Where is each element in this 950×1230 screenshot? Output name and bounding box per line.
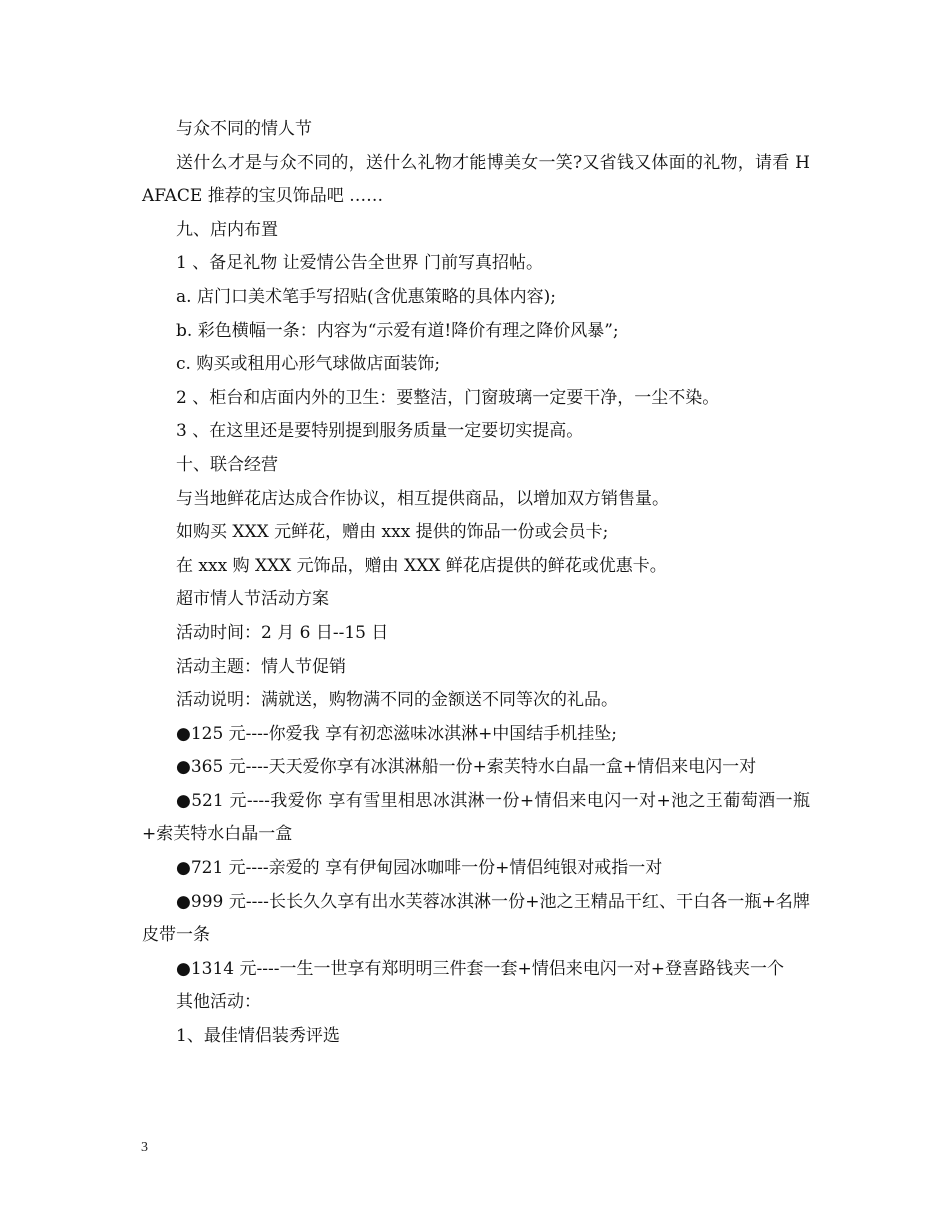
section-heading: 九、店内布置 xyxy=(176,219,278,240)
paragraph: 2 、柜台和店面内外的卫生：要整洁，门窗玻璃一定要干净，一尘不染。 xyxy=(176,387,720,408)
paragraph: 3 、在这里还是要特别提到服务质量一定要切实提高。 xyxy=(176,421,584,442)
list-item: ●125 元----你爱我 享有初恋滋味冰淇淋+中国结手机挂坠; xyxy=(176,723,618,744)
paragraph: 送什么才是与众不同的，送什么礼物才能博美女一笑?又省钱又体面的礼物，请看 HAFACE 推荐的宝贝饰品吧 …… xyxy=(142,152,810,207)
paragraph: 1、最佳情侣装秀评选 xyxy=(176,1026,340,1047)
list-item: ●721 元----亲爱的 享有伊甸园冰咖啡一份+情侣纯银对戒指一对 xyxy=(176,858,663,879)
paragraph: c. 购买或租用心形气球做店面装饰; xyxy=(176,354,441,375)
paragraph: 活动主题：情人节促销 xyxy=(176,656,346,677)
paragraph: 1 、备足礼物 让爱情公告全世界 门前写真招帖。 xyxy=(176,253,544,274)
section-heading: 十、联合经营 xyxy=(176,454,278,475)
list-item: ●365 元----天天爱你享有冰淇淋船一份+索芙特水白晶一盒+情侣来电闪一对 xyxy=(176,757,757,778)
paragraph: 活动说明：满就送，购物满不同的金额送不同等次的礼品。 xyxy=(176,690,618,711)
paragraph: b. 彩色横幅一条：内容为“示爱有道!降价有理之降价风暴”; xyxy=(176,320,619,341)
paragraph: a. 店门口美术笔手写招贴(含优惠策略的具体内容); xyxy=(176,286,556,307)
paragraph: 在 xxx 购 XXX 元饰品，赠由 XXX 鲜花店提供的鲜花或优惠卡。 xyxy=(176,555,667,576)
list-item: ●521 元----我爱你 享有雪里相思冰淇淋一份+情侣来电闪一对+池之王葡萄酒一瓶+索芙特水白晶一盒 xyxy=(142,790,810,845)
paragraph: 与众不同的情人节 xyxy=(176,119,312,139)
paragraph: 如购买 XXX 元鲜花，赠由 xxx 提供的饰品一份或会员卡; xyxy=(176,522,609,543)
list-item: ●1314 元----一生一世享有郑明明三件套一套+情侣来电闪一对+登喜路钱夹一个 xyxy=(176,958,784,979)
paragraph: 与当地鲜花店达成合作协议，相互提供商品，以增加双方销售量。 xyxy=(176,488,669,509)
section-heading: 超市情人节活动方案 xyxy=(176,589,329,610)
paragraph: 其他活动： xyxy=(176,992,261,1013)
list-item: ●999 元----长长久久享有出水芙蓉冰淇淋一份+池之王精品干红、干白各一瓶+名牌皮带一条 xyxy=(142,891,810,946)
document-body xyxy=(142,113,810,1054)
paragraph: 活动时间：2 月 6 日--15 日 xyxy=(176,622,389,643)
page-number: 3 xyxy=(141,1140,148,1155)
